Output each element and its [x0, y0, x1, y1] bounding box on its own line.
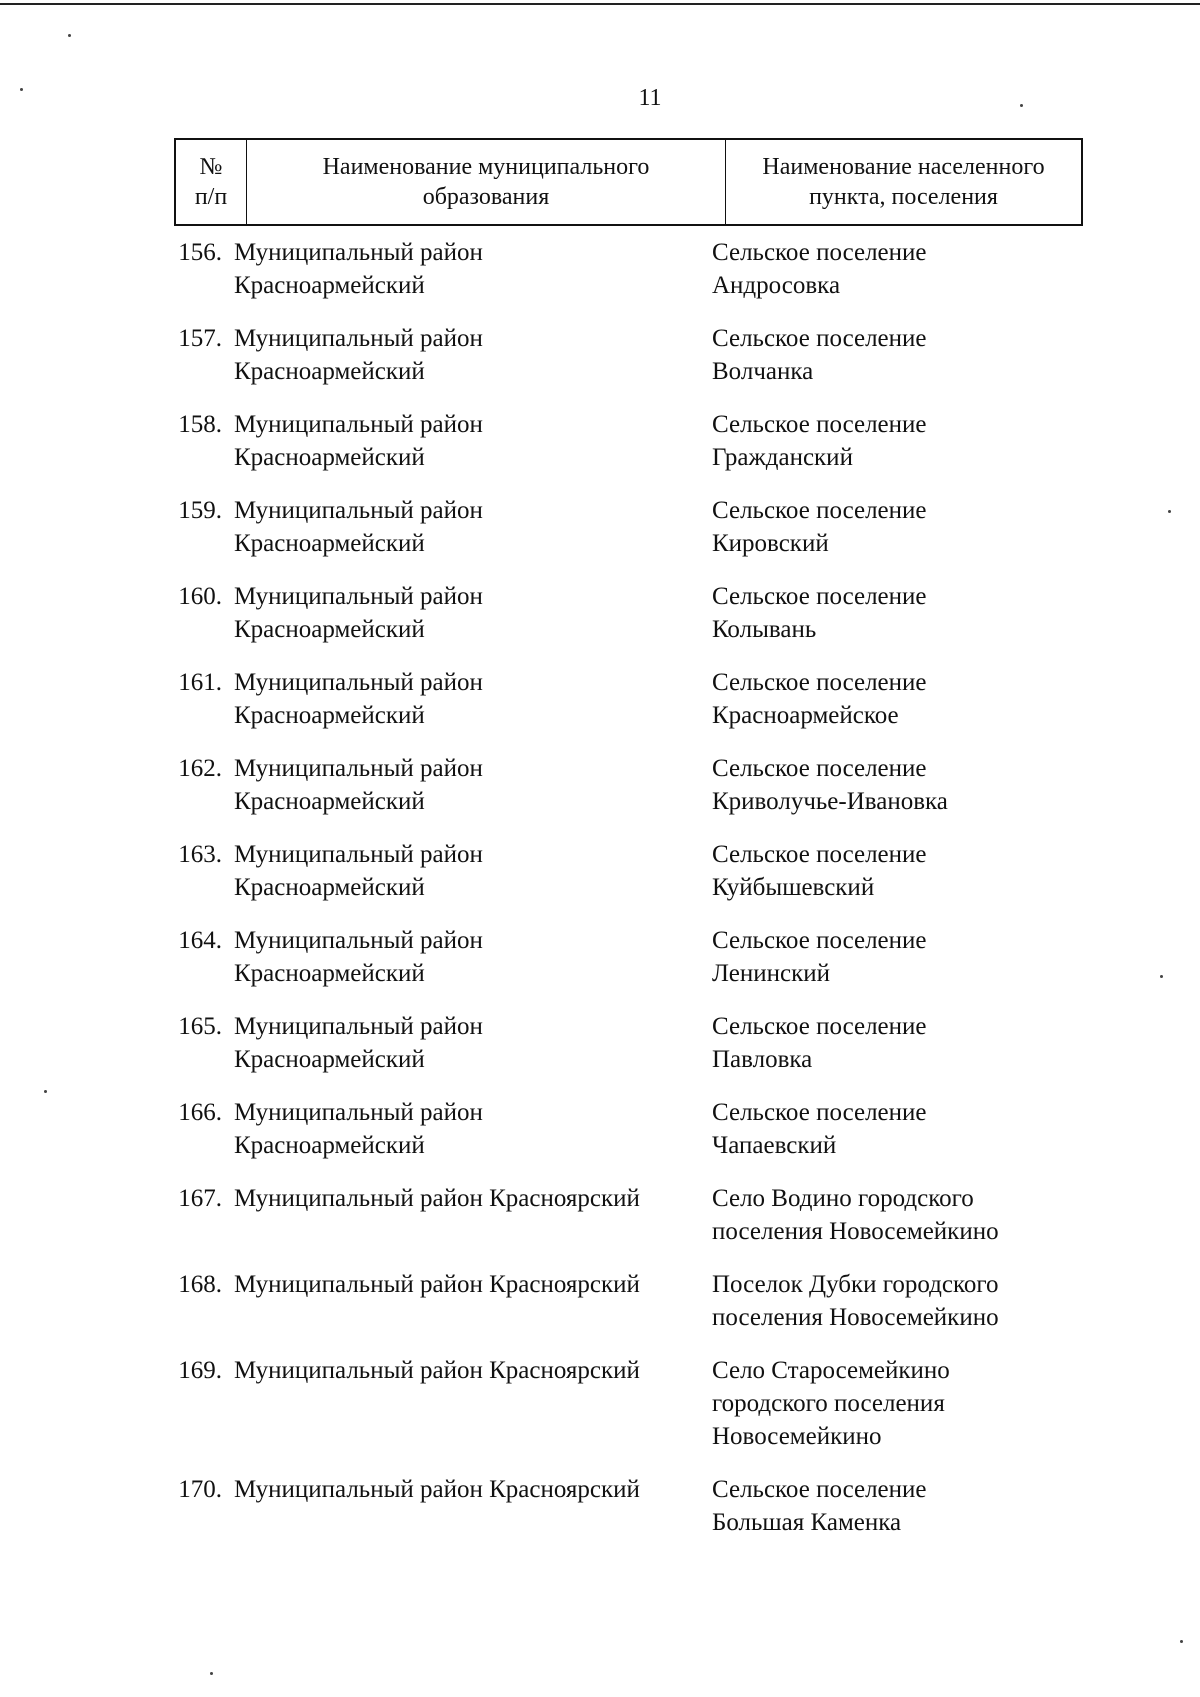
municipality-cell	[234, 752, 712, 818]
municipality-line: Муниципальный район	[234, 497, 483, 524]
table-row	[0, 1473, 1200, 1539]
settlement-line: поселения Новосемейкино	[712, 1304, 999, 1331]
row-number: 156.	[178, 239, 222, 266]
municipality-line: Красноармейский	[234, 530, 425, 557]
municipality-cell	[234, 1354, 712, 1453]
settlement-line: Красноармейское	[712, 702, 899, 729]
municipality-line: Красноармейский	[234, 616, 425, 643]
row-number: 163.	[178, 841, 222, 868]
table-header	[174, 138, 1083, 226]
municipality-cell	[234, 1096, 712, 1162]
municipality-line: Муниципальный район	[234, 1013, 483, 1040]
scan-speck	[210, 1672, 213, 1675]
municipality-line: Муниципальный район Красноярский	[234, 1476, 640, 1503]
settlement-cell	[712, 666, 1072, 732]
page-number: 11	[638, 85, 662, 111]
settlement-cell	[712, 408, 1072, 474]
municipality-cell	[234, 236, 712, 302]
settlement-line: Криволучье-Ивановка	[712, 788, 948, 815]
row-number: 161.	[178, 669, 222, 696]
settlement-line: Куйбышевский	[712, 874, 875, 901]
table-row	[0, 580, 1200, 646]
settlement-line: городского поселения	[712, 1390, 945, 1417]
table-row	[0, 666, 1200, 732]
scan-speck	[1168, 510, 1171, 513]
municipality-cell	[234, 322, 712, 388]
row-number: 162.	[178, 755, 222, 782]
municipality-line: Муниципальный район	[234, 841, 483, 868]
municipality-cell	[234, 1010, 712, 1076]
municipality-line: Муниципальный район	[234, 755, 483, 782]
row-number: 164.	[178, 927, 222, 954]
row-number: 158.	[178, 411, 222, 438]
scan-speck	[68, 34, 71, 37]
settlement-line: Сельское поселение	[712, 755, 927, 782]
table-row	[0, 1354, 1200, 1453]
municipality-line: Красноармейский	[234, 358, 425, 385]
municipality-cell	[234, 924, 712, 990]
municipality-line: Красноармейский	[234, 272, 425, 299]
municipality-line: Муниципальный район	[234, 325, 483, 352]
settlement-line: Большая Каменка	[712, 1509, 902, 1536]
municipality-line: Муниципальный район	[234, 239, 483, 266]
municipality-line: Муниципальный район	[234, 1099, 483, 1126]
row-number: 159.	[178, 497, 222, 524]
municipality-line: Красноармейский	[234, 1132, 425, 1159]
settlement-cell	[712, 1010, 1072, 1076]
table-row	[0, 408, 1200, 474]
settlement-cell	[712, 236, 1072, 302]
table-row	[0, 838, 1200, 904]
settlement-line: Волчанка	[712, 358, 814, 385]
settlement-line: Сельское поселение	[712, 1476, 927, 1503]
settlement-line: Сельское поселение	[712, 1013, 927, 1040]
scan-speck	[1020, 104, 1023, 107]
municipality-line: Красноармейский	[234, 444, 425, 471]
municipality-cell	[234, 666, 712, 732]
settlement-cell	[712, 1473, 1072, 1539]
settlement-line: Кировский	[712, 530, 829, 557]
page-top-edge-line	[0, 3, 1200, 5]
municipality-cell	[234, 1473, 712, 1539]
settlement-line: Ленинский	[712, 960, 831, 987]
row-number: 169.	[178, 1357, 222, 1384]
municipality-line: Красноармейский	[234, 788, 425, 815]
settlement-line: Колывань	[712, 616, 817, 643]
scan-speck	[1160, 975, 1163, 978]
settlement-cell	[712, 924, 1072, 990]
municipality-line: Красноармейский	[234, 874, 425, 901]
settlement-line: Сельское поселение	[712, 669, 927, 696]
settlement-cell	[712, 1354, 1072, 1453]
settlement-line: Павловка	[712, 1046, 813, 1073]
municipality-line: Муниципальный район Красноярский	[234, 1271, 640, 1298]
row-number: 165.	[178, 1013, 222, 1040]
table-row	[0, 1010, 1200, 1076]
municipality-line: Муниципальный район	[234, 583, 483, 610]
row-number: 157.	[178, 325, 222, 352]
municipality-cell	[234, 408, 712, 474]
settlement-line: Сельское поселение	[712, 583, 927, 610]
settlement-cell	[712, 580, 1072, 646]
municipality-cell	[234, 494, 712, 560]
municipality-cell	[234, 1268, 712, 1334]
settlement-line: Сельское поселение	[712, 927, 927, 954]
municipality-line: Муниципальный район Красноярский	[234, 1357, 640, 1384]
header-municipality-column: Наименование муниципального образования	[247, 140, 726, 224]
settlement-line: Село Старосемейкино	[712, 1357, 950, 1384]
row-number: 168.	[178, 1271, 222, 1298]
settlement-line: Андросовка	[712, 272, 841, 299]
settlement-cell	[712, 1096, 1072, 1162]
settlement-line: Сельское поселение	[712, 325, 927, 352]
table-body	[0, 236, 1200, 1539]
table-row	[0, 322, 1200, 388]
settlement-cell	[712, 322, 1072, 388]
municipality-cell	[234, 838, 712, 904]
settlement-cell	[712, 1268, 1072, 1334]
municipality-line: Красноармейский	[234, 702, 425, 729]
table-row	[0, 924, 1200, 990]
table-row	[0, 752, 1200, 818]
row-number: 167.	[178, 1185, 222, 1212]
municipality-cell	[234, 580, 712, 646]
settlement-line: Сельское поселение	[712, 497, 927, 524]
table-row	[0, 1268, 1200, 1334]
settlement-line: Поселок Дубки городского	[712, 1271, 999, 1298]
scan-speck	[20, 88, 23, 91]
settlement-line: Чапаевский	[712, 1132, 837, 1159]
municipality-line: Красноармейский	[234, 1046, 425, 1073]
settlement-line: Новосемейкино	[712, 1423, 882, 1450]
header-number-column: № п/п	[176, 140, 247, 224]
settlement-cell	[712, 1182, 1072, 1248]
municipality-line: Муниципальный район	[234, 927, 483, 954]
header-settlement-column: Наименование населенного пункта, поселения	[762, 154, 1045, 210]
scan-speck	[44, 1090, 47, 1093]
row-number: 160.	[178, 583, 222, 610]
table-row	[0, 1182, 1200, 1248]
settlement-cell	[712, 752, 1072, 818]
settlement-line: Сельское поселение	[712, 411, 927, 438]
settlement-line: Село Водино городского	[712, 1185, 974, 1212]
table-row	[0, 236, 1200, 302]
table-row	[0, 1096, 1200, 1162]
municipality-line: Муниципальный район Красноярский	[234, 1185, 640, 1212]
municipality-line: Муниципальный район	[234, 411, 483, 438]
row-number: 166.	[178, 1099, 222, 1126]
settlement-line: Сельское поселение	[712, 841, 927, 868]
municipality-cell	[234, 1182, 712, 1248]
scan-speck	[1180, 1640, 1183, 1643]
settlement-line: поселения Новосемейкино	[712, 1218, 999, 1245]
settlement-cell	[712, 838, 1072, 904]
settlement-line: Сельское поселение	[712, 239, 927, 266]
settlement-cell	[712, 494, 1072, 560]
municipality-line: Красноармейский	[234, 960, 425, 987]
table-row	[0, 494, 1200, 560]
settlement-line: Сельское поселение	[712, 1099, 927, 1126]
settlement-line: Гражданский	[712, 444, 853, 471]
municipality-line: Муниципальный район	[234, 669, 483, 696]
row-number: 170.	[178, 1476, 222, 1503]
